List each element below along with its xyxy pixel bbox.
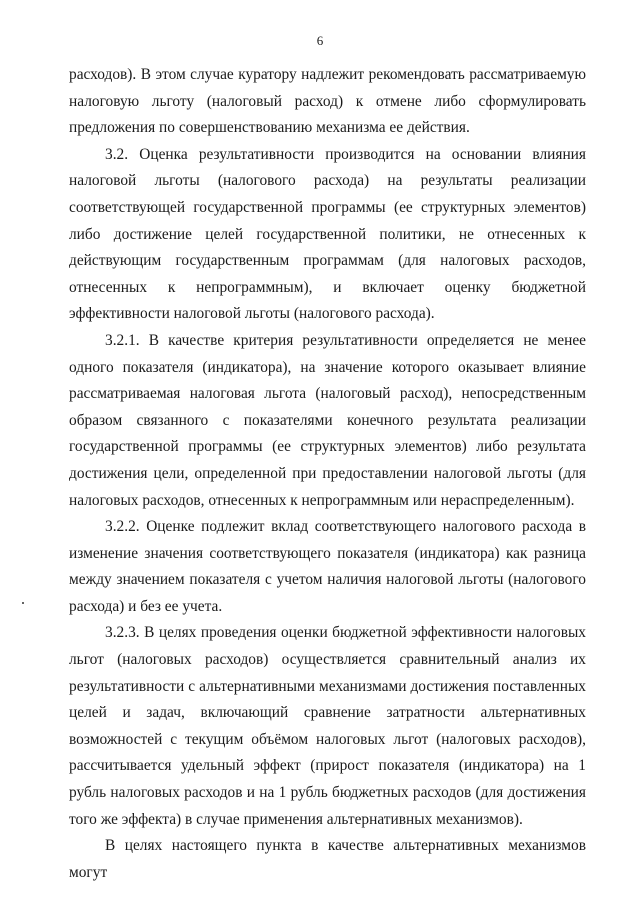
document-body <box>69 62 586 886</box>
paragraph-continuation: расходов). В этом случае куратору надлежит рекомендовать рассматриваемую налоговую льготу (налоговый расход) к отмене либо сформулировать предложения по совершенствованию механизма ее действия. <box>69 66 586 137</box>
paragraph-3-2: 3.2. Оценка результативности производится на основании влияния налоговой льготы (налогового расхода) на результаты реализации соответствующей государственной программы (ее структурных элементов) либо достижение целей государственной политики, не отнесенных к действующим государственным программам (для налоговых расходов, отнесенных к непрограммным), и включает оценку бюджетной эффективности налоговой льготы (налогового расхода). <box>69 145 586 323</box>
paragraph-3-2-2: 3.2.2. Оценке подлежит вклад соответствующего налогового расхода в изменение значения соответствующего показателя (индикатора) как разница между значением показателя с учетом наличия налоговой льготы (налогового расхода) и без ее учета. <box>69 518 586 615</box>
paragraph-3-2-1: 3.2.1. В качестве критерия результативности определяется не менее одного показателя (индикатора), на значение которого оказывает влияние рассматриваемая налоговая льгота (налоговый расход), непосредственным образом связанного с показателями конечного результата реализации государственной программы (ее структурных элементов) либо результата достижения цели, определенной при предоставлении налоговой льготы (для налоговых расходов, отнесенных к непрограммным или нераспределенным). <box>69 331 586 509</box>
margin-dot <box>22 602 24 604</box>
page-number: 6 <box>316 33 324 48</box>
paragraph-3-2-3: 3.2.3. В целях проведения оценки бюджетной эффективности налоговых льгот (налоговых расходов) осуществляется сравнительный анализ их результативности с альтернативными механизмами достижения поставленных целей и задач, включающий сравнение затратности альтернативных возможностей с текущим объёмом налоговых льгот (налоговых расходов), рассчитывается удельный эффект (прирост показателя (индикатора) на 1 рубль налоговых расходов и на 1 рубль бюджетных расходов (для достижения того же эффекта) в случае применения альтернативных механизмов). <box>69 624 586 828</box>
paragraph-alternative-mechanisms: В целях настоящего пункта в качестве альтернативных механизмов могут <box>69 837 586 881</box>
